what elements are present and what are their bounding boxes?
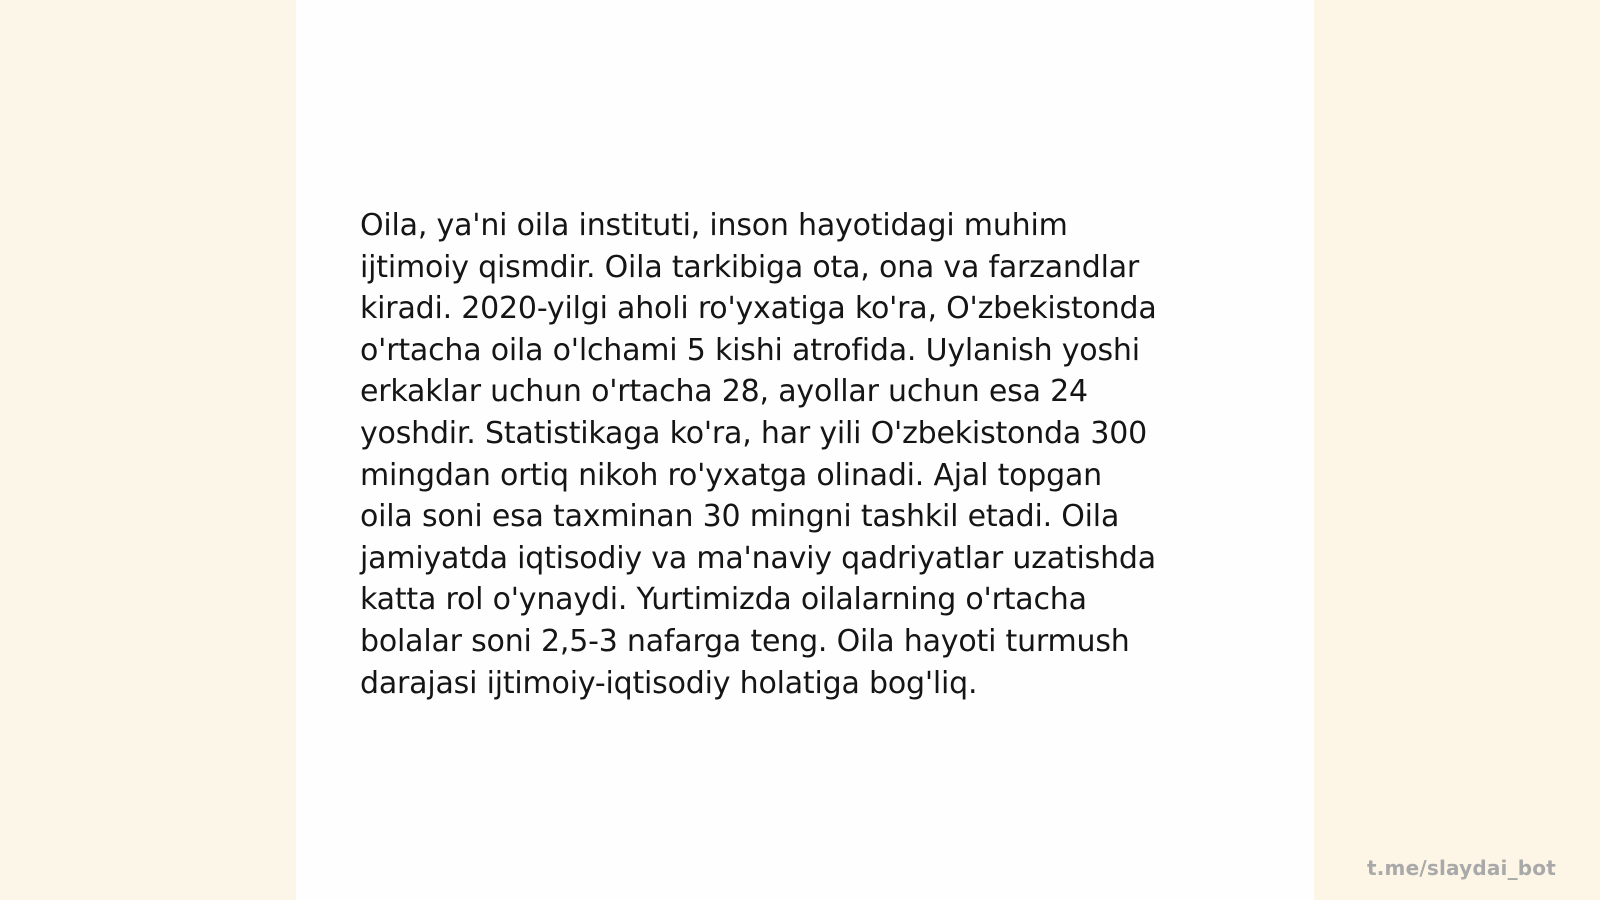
paragraph-line: kiradi. 2020-yilgi aholi ro'yxatiga ko'ra, O'zbekistonda: [360, 291, 1157, 327]
paragraph-line: mingdan ortiq nikoh ro'yxatga olinadi. Ajal topgan: [360, 457, 1102, 493]
paragraph-line: oila soni esa taxminan 30 mingni tashkil etadi. Oila: [360, 499, 1120, 535]
paragraph-line: bolalar soni 2,5-3 nafarga teng. Oila hayoti turmush: [360, 623, 1130, 659]
slide-paragraph: [360, 205, 1240, 704]
slide-page: [296, 0, 1314, 900]
paragraph-line: yoshdir. Statistikaga ko'ra, har yili O'zbekistonda 300: [360, 415, 1148, 451]
paragraph-line: o'rtacha oila o'lchami 5 kishi atrofida. Uylanish yoshi: [360, 332, 1140, 368]
right-margin-panel: [1314, 0, 1600, 900]
paragraph-line: erkaklar uchun o'rtacha 28, ayollar uchun esa 24: [360, 374, 1088, 410]
paragraph-line: ijtimoiy qismdir. Oila tarkibiga ota, ona va farzandlar: [360, 249, 1140, 285]
paragraph-line: darajasi ijtimoiy-iqtisodiy holatiga bog'liq.: [360, 665, 978, 701]
left-margin-panel: [0, 0, 296, 900]
paragraph-line: Oila, ya'ni oila instituti, inson hayotidagi muhim: [360, 208, 1068, 243]
watermark-link-text: t.me/slaydai_bot: [1366, 856, 1556, 880]
paragraph-line: jamiyatda iqtisodiy va ma'naviy qadriyatlar uzatishda: [360, 540, 1156, 576]
paragraph-line: katta rol o'ynaydi. Yurtimizda oilalarning o'rtacha: [360, 582, 1087, 618]
